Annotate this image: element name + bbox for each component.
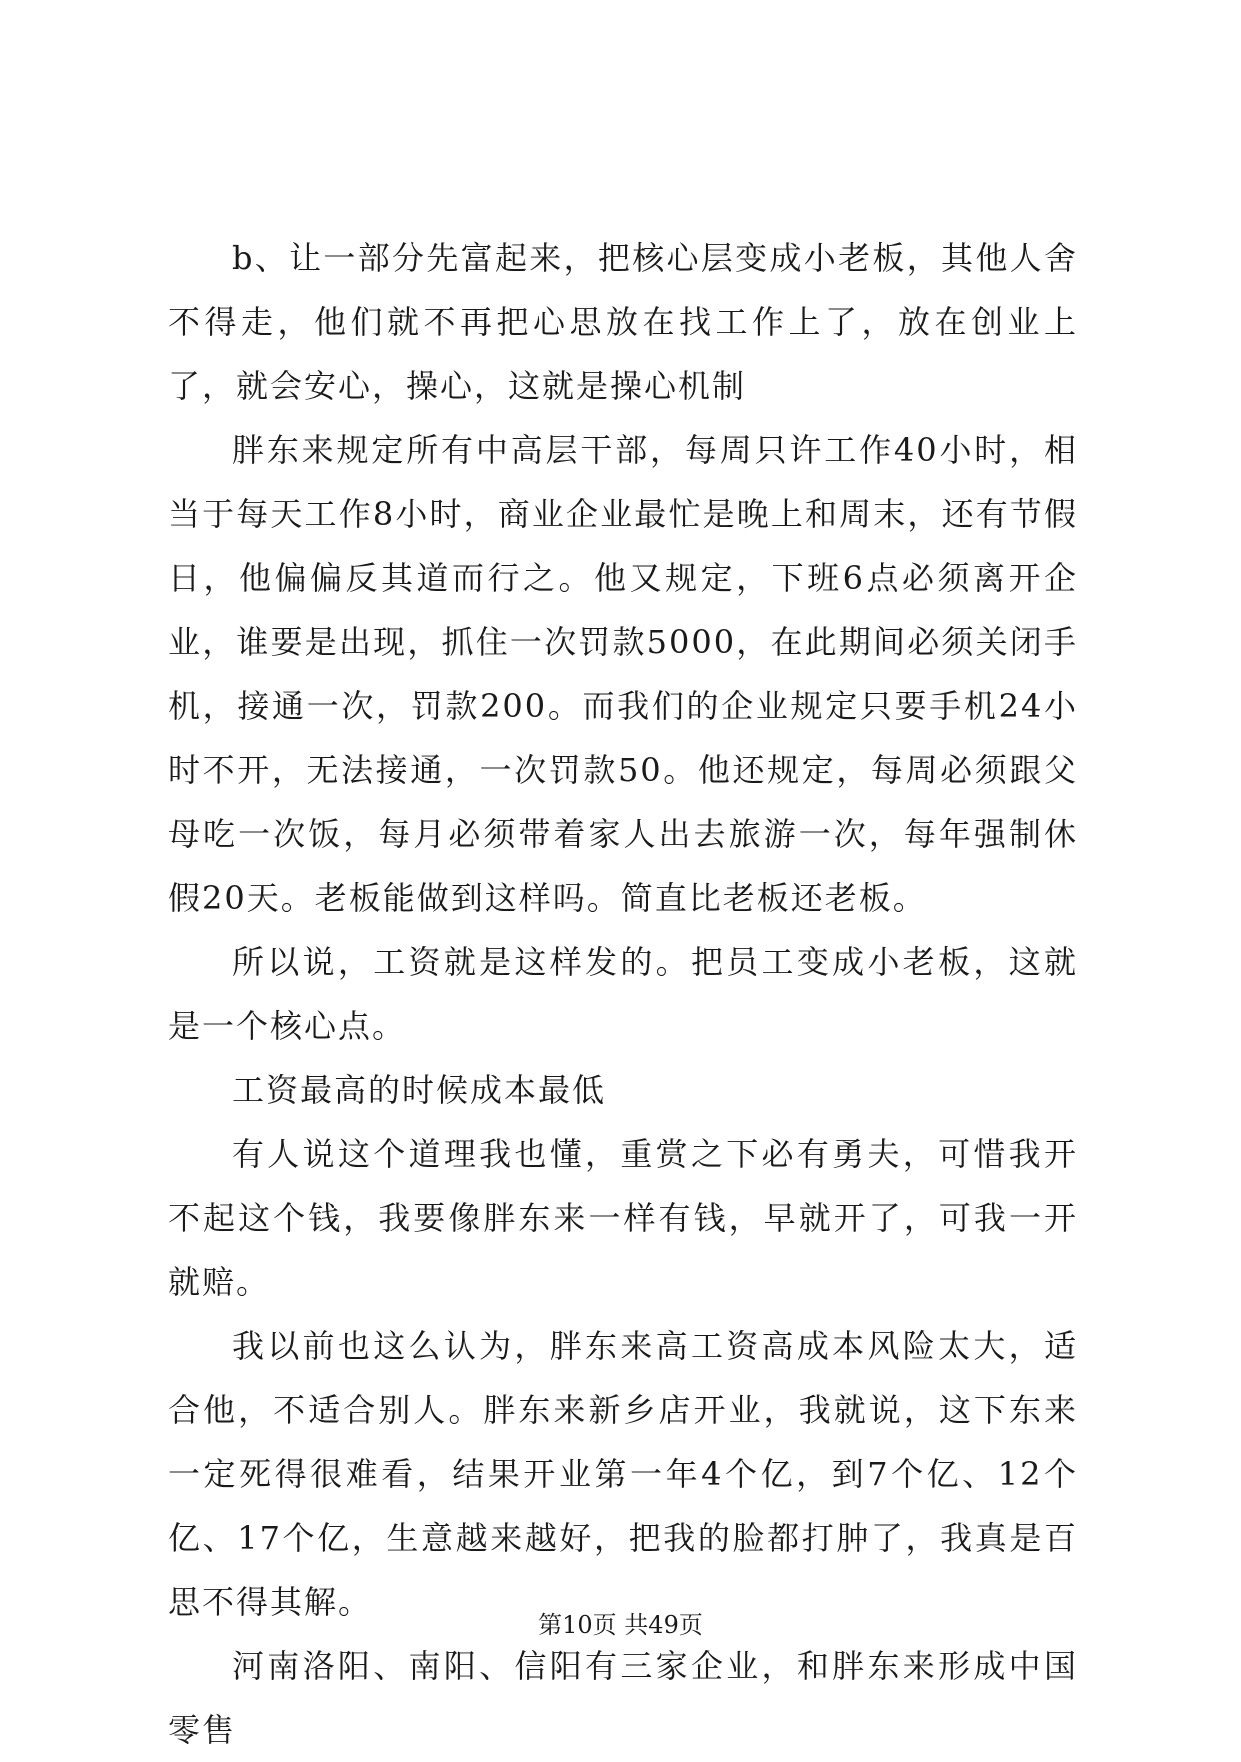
- paragraph-5: 我以前也这么认为，胖东来高工资高成本风险太大，适合他，不适合别人。胖东来新乡店开业，我就说，这下东来一定死得很难看，结果开业第一年4个亿，到7个亿、12个亿、17个亿，生意越来越好，把我的脸都打肿了，我真是百思不得其解。: [168, 1327, 1078, 1621]
- paragraph-2: 胖东来规定所有中高层干部，每周只许工作40小时，相当于每天工作8小时，商业企业最忙是晚上和周末，还有节假日，他偏偏反其道而行之。他又规定，下班6点必须离开企业，谁要是出现，抓住一次罚款5000，在此期间必须关闭手机，接通一次，罚款200。而我们的企业规定只要手机24小时不开，无法接通，一次罚款50。他还规定，每周必须跟父母吃一次饭，每月必须带着家人出去旅游一次，每年强制休假20天。老板能做到这样吗。简直比老板还老板。: [168, 431, 1078, 917]
- paragraph-4: 有人说这个道理我也懂，重赏之下必有勇夫，可惜我开不起这个钱，我要像胖东来一样有钱，早就开了，可我一开就赔。: [168, 1135, 1078, 1301]
- page-number-footer: 第10页 共49页: [538, 1611, 703, 1639]
- paragraph-6: 河南洛阳、南阳、信阳有三家企业，和胖东来形成中国零售: [168, 1647, 1078, 1749]
- paragraph-1: b、让一部分先富起来，把核心层变成小老板，其他人舍不得走，他们就不再把心思放在找工作上了，放在创业上了，就会安心，操心，这就是操心机制: [168, 239, 1078, 405]
- document-body: [168, 226, 1078, 1762]
- paragraph-3: 所以说，工资就是这样发的。把员工变成小老板，这就是一个核心点。: [168, 943, 1078, 1045]
- section-heading: 工资最高的时候成本最低: [232, 1071, 607, 1109]
